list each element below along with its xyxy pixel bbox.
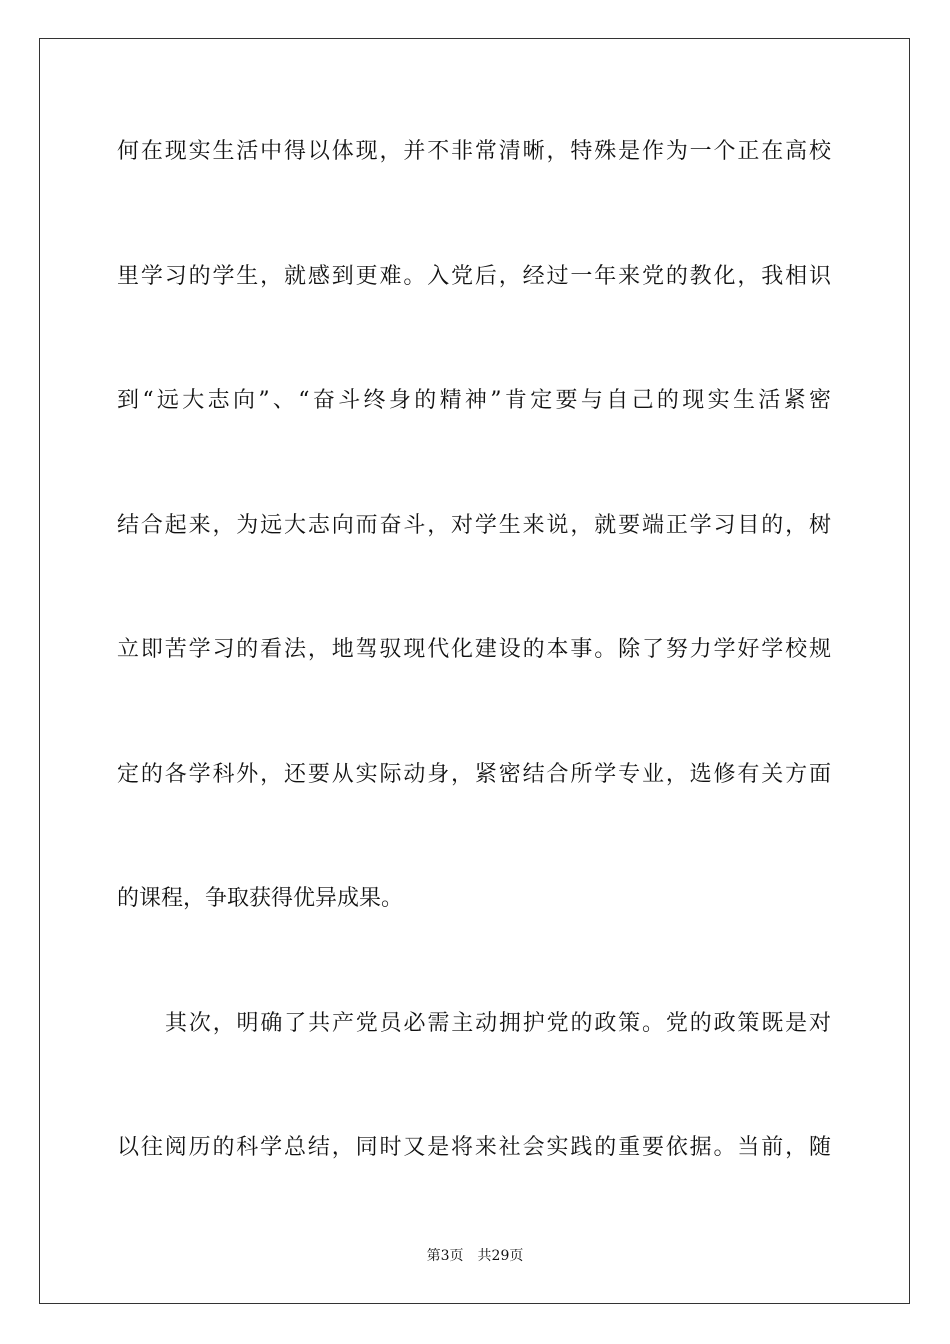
paragraph-line: 到“远大志向”、“奋斗终身的精神”肯定要与自己的现实生活紧密 [117,388,831,413]
page-footer [0,1246,950,1266]
paragraph-line: 结合起来，为远大志向而奋斗，对学生来说，就要端正学习目的，树 [117,513,831,538]
paragraph-line: 立即苦学习的看法，地驾驭现代化建设的本事。除了努力学好学校规 [117,637,831,662]
page-number-current: 第3页 [426,1248,464,1264]
paragraph-line: 何在现实生活中得以体现，并不非常清晰，特殊是作为一个正在高校 [117,139,831,164]
paragraph-line: 以往阅历的科学总结，同时又是将来社会实践的重要依据。当前，随 [117,1135,831,1160]
paragraph-line: 的课程，争取获得优异成果。 [117,886,404,911]
paragraph-line: 其次，明确了共产党员必需主动拥护党的政策。党的政策既是对 [165,1011,831,1036]
paragraph-line: 里学习的学生，就感到更难。入党后，经过一年来党的教化，我相识 [117,264,831,289]
page-frame [39,38,910,1304]
page-number-total: 共29页 [477,1248,524,1264]
paragraph-line: 定的各学科外，还要从实际动身，紧密结合所学专业，选修有关方面 [117,762,831,787]
